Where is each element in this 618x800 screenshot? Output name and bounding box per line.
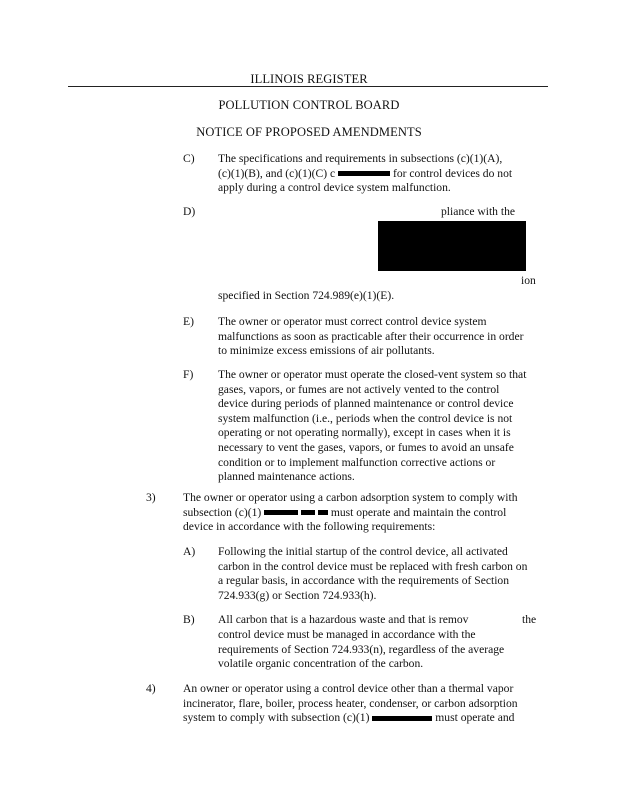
redaction-mark xyxy=(338,171,390,176)
redaction-block xyxy=(378,221,526,271)
item-a-line-2: carbon in the control device must be replaced with fresh carbon on xyxy=(218,559,528,573)
item-c-line-2b: for control devices do not xyxy=(392,166,513,180)
item-c-text xyxy=(218,152,512,196)
item-3-line-2 xyxy=(183,506,518,521)
item-f-line-1: The owner or operator must operate the closed-vent system so that xyxy=(218,368,527,381)
item-f-line-3: device during periods of planned maintenance or control device xyxy=(218,397,514,411)
item-f-line-5: operating or not operating normally), except in cases when it is xyxy=(218,426,511,440)
item-b-line-2: control device must be managed in accordance with the xyxy=(218,628,476,641)
item-d-line-5: ion xyxy=(521,274,536,287)
item-4-line-3b: must operate and xyxy=(435,711,515,725)
item-4-line-3a: system to comply with subsection (c)(1) xyxy=(183,711,370,725)
item-b-line-4: volatile organic concentration of the carbon. xyxy=(218,657,424,671)
item-e-label: E) xyxy=(183,315,194,328)
item-e-line-1: The owner or operator must correct control device system xyxy=(218,315,487,328)
redaction-mark xyxy=(301,510,315,515)
item-3-line-2a: subsection (c)(1) xyxy=(183,505,262,519)
item-e-line-3: to minimize excess emissions of air pollutants. xyxy=(218,344,435,358)
item-3-line-1: The owner or operator using a carbon adsorption system to comply with xyxy=(183,491,518,504)
redaction-mark xyxy=(264,510,298,515)
board-title: POLLUTION CONTROL BOARD xyxy=(218,98,400,112)
item-b-label: B) xyxy=(183,613,195,626)
item-c-line-2 xyxy=(218,167,512,182)
item-3-line-2b: must operate and maintain the control xyxy=(330,505,507,519)
item-f-line-7: condition or to implement malfunction corrective actions or xyxy=(218,455,496,469)
item-4-line-1: An owner or operator using a control device other than a thermal vapor xyxy=(183,682,514,695)
item-3-label: 3) xyxy=(146,491,156,504)
item-a-line-4: 724.933(g) or Section 724.933(h). xyxy=(218,588,377,602)
item-3-text xyxy=(183,491,518,535)
item-b-text xyxy=(218,628,504,672)
item-f-line-4: system malfunction (i.e., periods when the control device is not xyxy=(218,411,513,425)
item-c-line-1: The specifications and requirements in subsections (c)(1)(A), xyxy=(218,152,503,165)
redaction-mark xyxy=(372,716,432,721)
item-f-line-2: gases, vapors, or fumes are not actively vented to the control xyxy=(218,382,500,396)
item-c-line-2a: (c)(1)(B), and (c)(1)(C) c xyxy=(218,166,336,180)
item-f-text xyxy=(218,368,526,485)
item-d-line-6: specified in Section 724.989(e)(1)(E). xyxy=(218,289,395,302)
item-b-line-1a: All carbon that is a hazardous waste and that is remov xyxy=(218,613,469,626)
item-f-line-8: planned maintenance actions. xyxy=(218,470,355,484)
item-d-line-1: pliance with the xyxy=(441,205,516,218)
notice-title: NOTICE OF PROPOSED AMENDMENTS xyxy=(196,125,422,139)
item-b-line-1b: the xyxy=(522,613,537,626)
item-4-line-2: incinerator, flare, boiler, process heater, condenser, or carbon adsorption xyxy=(183,696,518,710)
item-c-line-3: apply during a control device system malfunction. xyxy=(218,181,451,195)
register-title: ILLINOIS REGISTER xyxy=(250,72,368,86)
item-a-line-1: Following the initial startup of the control device, all activated xyxy=(218,545,508,558)
item-f-line-6: necessary to vent the gases, vapors, or fumes to avoid an unsafe xyxy=(218,440,514,454)
item-c-label: C) xyxy=(183,152,195,165)
item-e-text xyxy=(218,315,524,359)
item-a-text xyxy=(218,545,527,603)
item-4-label: 4) xyxy=(146,682,156,695)
item-b-line-3: requirements of Section 724.933(n), regardless of the average xyxy=(218,642,505,656)
item-4-line-3 xyxy=(183,711,518,726)
item-4-text xyxy=(183,682,518,726)
item-a-line-3: a regular basis, in accordance with the requirements of Section xyxy=(218,574,510,588)
item-f-label: F) xyxy=(183,368,194,381)
redaction-mark xyxy=(318,510,328,515)
item-d-label: D) xyxy=(183,205,196,218)
item-e-line-2: malfunctions as soon as practicable after their occurrence in order xyxy=(218,329,524,343)
item-a-label: A) xyxy=(183,545,196,558)
item-3-line-3: device in accordance with the following requirements: xyxy=(183,520,436,534)
